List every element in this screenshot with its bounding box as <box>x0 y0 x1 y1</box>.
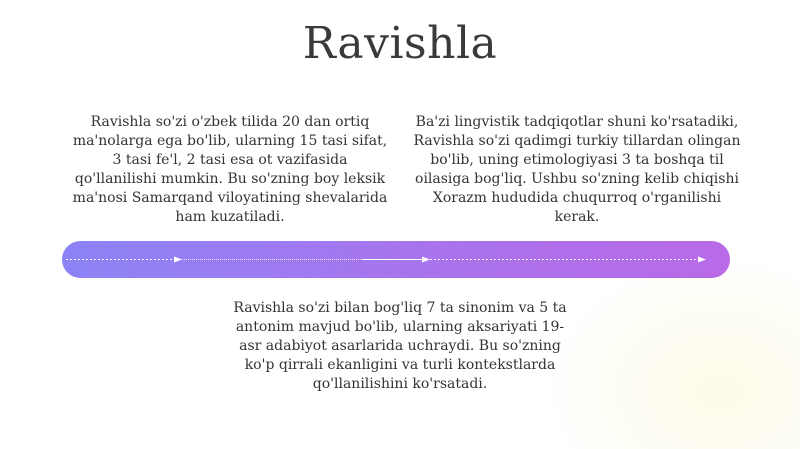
timeline-arrows <box>62 241 730 278</box>
paragraph-bottom: Ravishla so'zi bilan bog'liq 7 ta sinonim va 5 ta antonim mavjud bo'lib, ularning aksariyati 19-asr adabiyot asarlarida uchraydi. Bu so'zning ko'p qirrali ekanligini va turli kontekstlarda qo'llanilishini ko'rsatadi. <box>233 300 567 392</box>
timeline-arrow-3-icon <box>698 257 706 263</box>
timeline-arrow-1-icon <box>174 257 182 263</box>
timeline-bar <box>62 241 730 278</box>
page-title: Ravishla <box>302 18 498 69</box>
paragraph-right: Ba'zi lingvistik tadqiqotlar shuni ko'rsatadiki, Ravishla so'zi qadimgi turkiy tillardan olingan bo'lib, uning etimologiyasi 3 ta boshqa til oilasiga bog'liq. Ushbu so'zning kelib chiqishi Xorazm hududida chuqurroq o'rganilishi kerak. <box>413 114 741 225</box>
paragraph-left: Ravishla so'zi o'zbek tilida 20 dan ortiq ma'nolarga ega bo'lib, ularning 15 tasi sifat, 3 tasi fe'l, 2 tasi esa ot vazifasida qo'llanilishi mumkin. Bu so'zning boy leksik ma'nosi Samarqand viloyatining shevalarida ham kuzatiladi. <box>72 114 388 225</box>
timeline-arrow-2-icon <box>422 257 430 263</box>
